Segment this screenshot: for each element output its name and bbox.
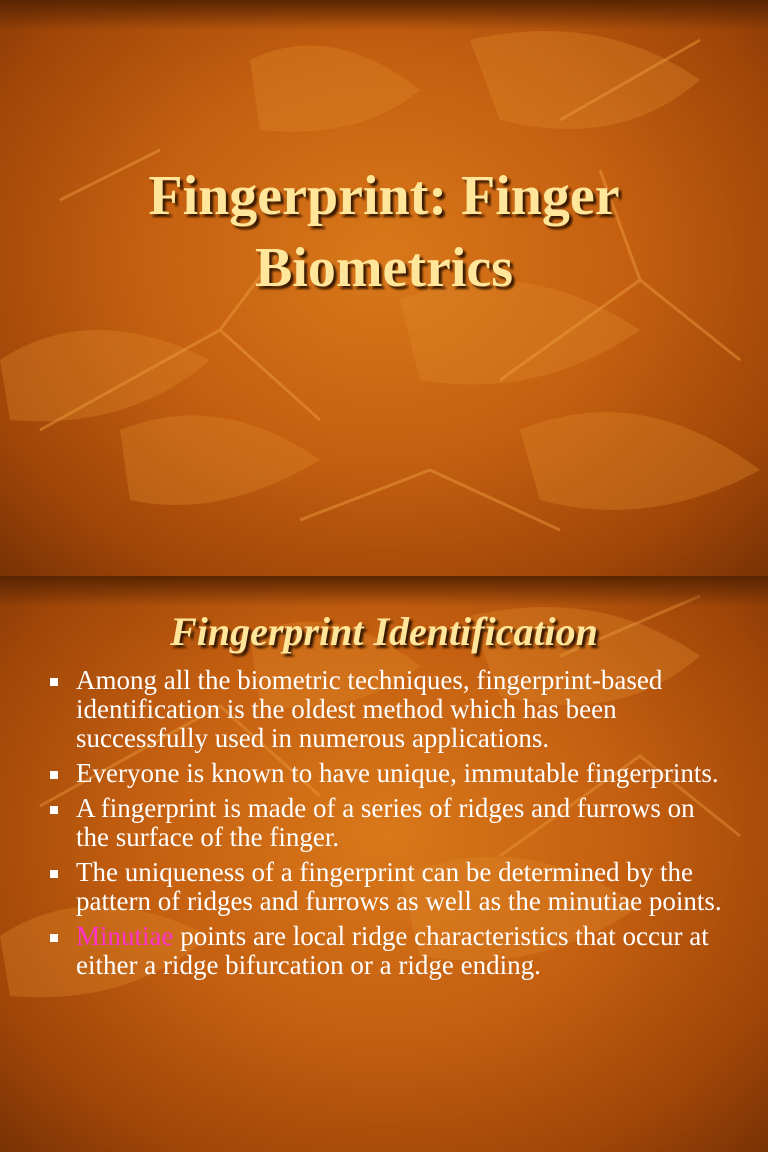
title-line-2: Biometrics <box>254 237 514 299</box>
highlighted-term: Minutiae <box>76 921 174 951</box>
list-item <box>42 666 732 753</box>
bullet-text: points are local ridge characteristics that occur at either a ridge bifurcation or a ridge ending. <box>76 921 709 980</box>
bullet-text: Among all the biometric techniques, fingerprint-based identification is the oldest method which has been successfully used in numerous applications. <box>76 665 663 753</box>
content-slide <box>0 576 768 1152</box>
square-bullet-icon <box>50 678 58 686</box>
square-bullet-icon <box>50 771 58 779</box>
list-item <box>42 759 732 788</box>
bullet-text: A fingerprint is made of a series of ridges and furrows on the surface of the finger. <box>76 793 695 852</box>
bullet-text: Everyone is known to have unique, immutable fingerprints. <box>76 758 719 788</box>
square-bullet-icon <box>50 806 58 814</box>
bullet-list <box>42 666 732 986</box>
slide-title <box>60 160 708 304</box>
list-item <box>42 922 732 980</box>
slide-heading: Fingerprint Identification <box>170 609 598 654</box>
list-item <box>42 858 732 916</box>
title-line-1: Fingerprint: Finger <box>148 165 620 227</box>
square-bullet-icon <box>50 934 58 942</box>
list-item <box>42 794 732 852</box>
square-bullet-icon <box>50 870 58 878</box>
bullet-text: The uniqueness of a fingerprint can be determined by the pattern of ridges and furrows as well as the minutiae points. <box>76 857 722 916</box>
